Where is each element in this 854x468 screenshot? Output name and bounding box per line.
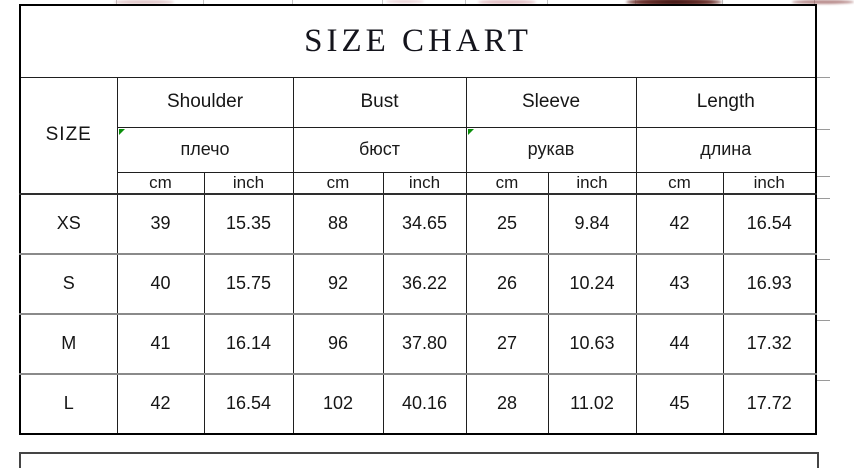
cell-corner-flag-icon <box>468 129 474 135</box>
value-cell: 42 <box>117 374 204 434</box>
value-cell: 39 <box>117 194 204 254</box>
cropped-photo-remnant <box>386 0 424 3</box>
unit-header-inch: inch <box>204 172 293 194</box>
value-cell: 11.02 <box>548 374 636 434</box>
size-cell: S <box>20 254 117 314</box>
size-cell: XS <box>20 194 117 254</box>
size-column-header: SIZE <box>20 77 117 194</box>
value-cell: 34.65 <box>383 194 466 254</box>
page-title: SIZE CHART <box>20 5 816 77</box>
value-cell: 15.35 <box>204 194 293 254</box>
col-header-length: Length <box>636 77 816 127</box>
value-cell: 28 <box>466 374 548 434</box>
size-cell: M <box>20 314 117 374</box>
value-cell: 17.32 <box>723 314 816 374</box>
gridline-stub <box>816 320 830 321</box>
value-cell: 40.16 <box>383 374 466 434</box>
value-cell: 88 <box>293 194 383 254</box>
table-row-l <box>20 374 816 434</box>
unit-header-cm: cm <box>466 172 548 194</box>
col-subheader-shoulder-ru <box>117 127 293 172</box>
value-cell: 43 <box>636 254 723 314</box>
subheader-label: плечо <box>180 139 230 159</box>
value-cell: 26 <box>466 254 548 314</box>
size-chart-table <box>19 4 817 435</box>
value-cell: 25 <box>466 194 548 254</box>
value-cell: 15.75 <box>204 254 293 314</box>
value-cell: 27 <box>466 314 548 374</box>
value-cell: 44 <box>636 314 723 374</box>
table-row-xs <box>20 194 816 254</box>
unit-header-inch: inch <box>723 172 816 194</box>
value-cell: 40 <box>117 254 204 314</box>
subheader-label: рукав <box>527 139 575 159</box>
gridline-stub <box>816 176 830 177</box>
value-cell: 42 <box>636 194 723 254</box>
gridline-stub <box>816 77 830 78</box>
value-cell: 37.80 <box>383 314 466 374</box>
cell-corner-flag-icon <box>119 129 125 135</box>
value-cell: 96 <box>293 314 383 374</box>
table-row-s <box>20 254 816 314</box>
unit-header-cm: cm <box>293 172 383 194</box>
table-row-m <box>20 314 816 374</box>
subheader-label: длина <box>700 139 752 159</box>
gridline-stub <box>816 259 830 260</box>
gridline-stub <box>816 198 830 199</box>
value-cell: 17.72 <box>723 374 816 434</box>
value-cell: 102 <box>293 374 383 434</box>
value-cell: 36.22 <box>383 254 466 314</box>
col-header-bust: Bust <box>293 77 466 127</box>
size-cell: L <box>20 374 117 434</box>
value-cell: 10.24 <box>548 254 636 314</box>
value-cell: 10.63 <box>548 314 636 374</box>
value-cell: 16.54 <box>723 194 816 254</box>
unit-header-inch: inch <box>548 172 636 194</box>
gridline-stub <box>816 380 830 381</box>
value-cell: 16.93 <box>723 254 816 314</box>
value-cell: 45 <box>636 374 723 434</box>
gridline-stub <box>816 129 830 130</box>
col-header-sleeve: Sleeve <box>466 77 636 127</box>
unit-header-inch: inch <box>383 172 466 194</box>
col-subheader-length-ru <box>636 127 816 172</box>
value-cell: 92 <box>293 254 383 314</box>
col-subheader-bust-ru <box>293 127 466 172</box>
value-cell: 16.14 <box>204 314 293 374</box>
next-section-box <box>19 452 819 468</box>
unit-header-cm: cm <box>636 172 723 194</box>
col-subheader-sleeve-ru <box>466 127 636 172</box>
unit-header-cm: cm <box>117 172 204 194</box>
subheader-label: бюст <box>358 139 401 159</box>
value-cell: 9.84 <box>548 194 636 254</box>
col-header-shoulder: Shoulder <box>117 77 293 127</box>
value-cell: 16.54 <box>204 374 293 434</box>
value-cell: 41 <box>117 314 204 374</box>
